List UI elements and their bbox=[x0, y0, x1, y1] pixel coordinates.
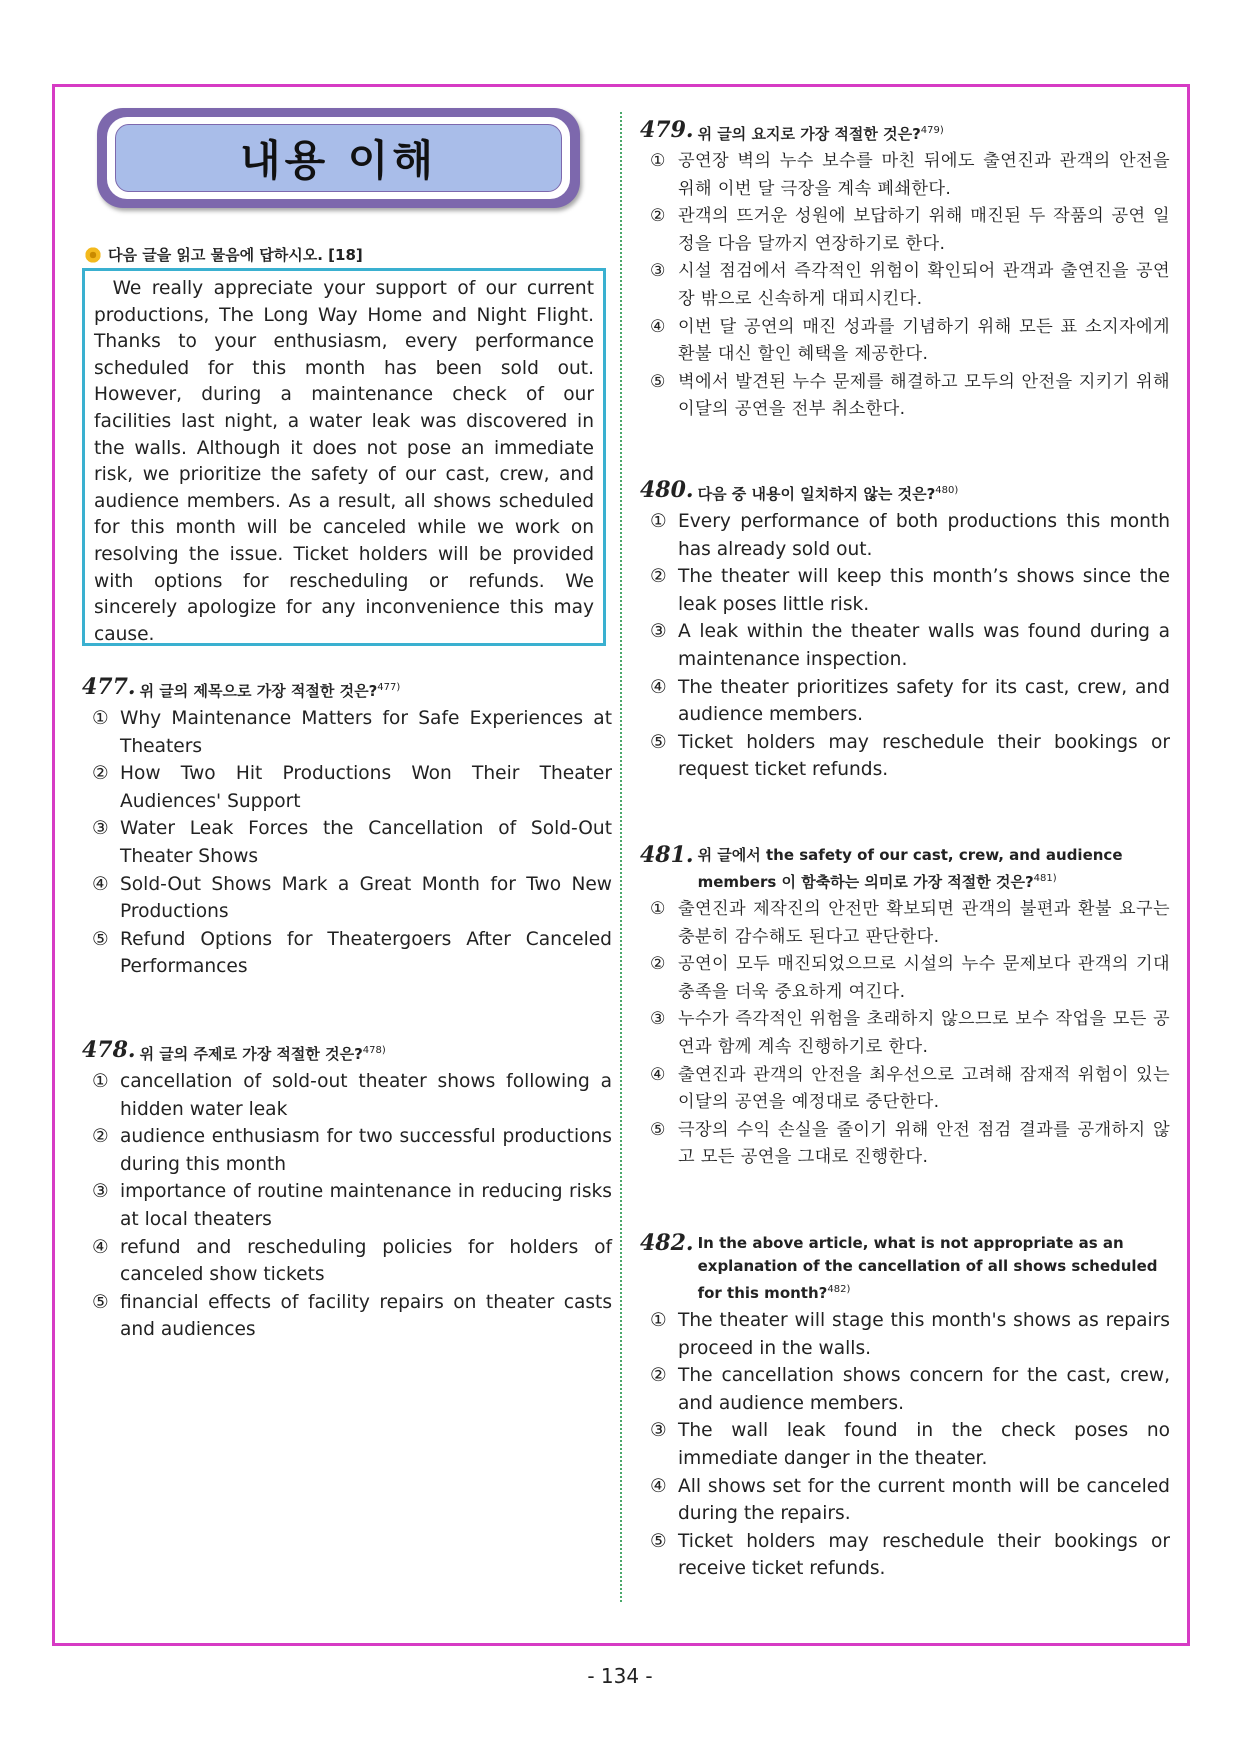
option-marker: ③ bbox=[650, 621, 667, 643]
option-marker: ⑤ bbox=[650, 371, 666, 392]
option-list bbox=[640, 896, 1170, 1172]
page-number: - 134 - bbox=[587, 1664, 653, 1688]
option-marker: ⑤ bbox=[650, 1530, 667, 1552]
flower-icon bbox=[84, 246, 102, 264]
option-marker: ④ bbox=[92, 1236, 109, 1258]
option-text: 이번 달 공연의 매진 성과를 기념하기 위해 모든 표 소지자에게 환불 대신 할인 혜택을 제공한다. bbox=[678, 316, 1170, 365]
option[interactable] bbox=[82, 815, 612, 870]
option-marker: ② bbox=[92, 763, 109, 785]
option-text: 벽에서 발견된 누수 문제를 해결하고 모두의 안전을 지키기 위해 이달의 공연을 전부 취소한다. bbox=[678, 371, 1170, 420]
option-text: refund and rescheduling policies for holders of canceled show tickets bbox=[120, 1236, 612, 1286]
option[interactable] bbox=[640, 258, 1170, 313]
question-ref: 478) bbox=[362, 1045, 386, 1056]
option-text: 시설 점검에서 즉각적인 위험이 확인되어 관객과 출연진을 공연장 밖으로 신속하게 대피시킨다. bbox=[678, 261, 1170, 309]
question-prompt: 다음 중 내용이 일치하지 않는 것은?$^{480)}$ bbox=[697, 485, 959, 503]
option[interactable] bbox=[640, 508, 1170, 563]
option-marker: ⑤ bbox=[650, 731, 667, 753]
option-marker: ⑤ bbox=[650, 1119, 666, 1140]
option-list bbox=[82, 1068, 612, 1344]
passage-text: We really appreciate your support of our current productions, The Long Way Home and Night Flight. Thanks to your enthusiasm, every performance scheduled for this month has been sold out. However, during a maintenance check of our facilities last night, a water leak was discovered in the walls. Although it does not pose an immediate risk, we prioritize the safety of our cast, crew, and audience members. As a result, all shows scheduled for this month will be canceled while we work on resolving the issue. Ticket holders will be provided with options for rescheduling or refunds. We sincerely apologize for any inconvenience this may cause. bbox=[94, 278, 594, 645]
question-number: 481. bbox=[640, 842, 694, 868]
option-text: cancellation of sold-out theater shows following a hidden water leak bbox=[120, 1071, 612, 1120]
option-text: 공연장 벽의 누수 보수를 마친 뒤에도 출연진과 관객의 안전을 위해 이번 달 극장을 계속 폐쇄한다. bbox=[678, 151, 1170, 199]
option-text: 관객의 뜨거운 성원에 보답하기 위해 매진된 두 작품의 공연 일정을 다음 달까지 연장하기로 한다. bbox=[678, 206, 1170, 254]
question-ref: 480) bbox=[935, 485, 959, 496]
option-marker: ⑤ bbox=[92, 928, 109, 950]
option[interactable] bbox=[640, 1062, 1170, 1117]
option-marker: ① bbox=[92, 708, 109, 729]
option-marker: ④ bbox=[650, 1064, 666, 1085]
option[interactable] bbox=[640, 563, 1170, 618]
question-prompt: In the above article, what is not appropriate as an explanation of the cancellation of all shows scheduled for this month?$^{482)}$ bbox=[697, 1234, 1158, 1302]
option-marker: ② bbox=[92, 1126, 109, 1148]
question-477 bbox=[82, 675, 612, 981]
option-text: The theater prioritizes safety for its cast, crew, and audience members. bbox=[678, 676, 1170, 726]
instruction bbox=[84, 244, 363, 265]
question-number: 482. bbox=[640, 1230, 694, 1256]
option[interactable] bbox=[640, 1473, 1170, 1528]
option-text: How Two Hit Productions Won Their Theater Audiences' Support bbox=[120, 763, 612, 812]
option-text: financial effects of facility repairs on theater casts and audiences bbox=[120, 1291, 612, 1341]
option-marker: ① bbox=[650, 151, 666, 171]
option-text: Every performance of both productions this month has already sold out. bbox=[678, 511, 1170, 560]
option[interactable] bbox=[640, 1006, 1170, 1061]
option-list bbox=[82, 705, 612, 981]
option[interactable] bbox=[640, 1362, 1170, 1417]
question-482 bbox=[640, 1231, 1170, 1583]
option[interactable] bbox=[82, 1289, 612, 1344]
option[interactable] bbox=[640, 369, 1170, 424]
option[interactable] bbox=[640, 1307, 1170, 1362]
option-marker: ④ bbox=[650, 316, 666, 337]
question-479 bbox=[640, 118, 1170, 424]
question-prompt: 위 글의 요지로 가장 적절한 것은?$^{479)}$ bbox=[697, 125, 944, 143]
option-marker: ② bbox=[650, 954, 666, 975]
option-text: 극장의 수익 손실을 줄이기 위해 안전 점검 결과를 공개하지 않고 모든 공연을 그대로 진행한다. bbox=[678, 1119, 1170, 1168]
option[interactable] bbox=[82, 871, 612, 926]
question-number: 480. bbox=[640, 477, 694, 503]
option-text: Sold-Out Shows Mark a Great Month for Two New Productions bbox=[120, 873, 612, 923]
option[interactable] bbox=[82, 760, 612, 815]
option-text: 공연이 모두 매진되었으므로 시설의 누수 문제보다 관객의 기대 충족을 더욱 중요하게 여긴다. bbox=[678, 954, 1170, 1002]
option[interactable] bbox=[82, 1123, 612, 1178]
reading-passage bbox=[82, 268, 606, 646]
option-marker: ④ bbox=[650, 676, 667, 698]
option[interactable] bbox=[82, 1068, 612, 1123]
option-text: The wall leak found in the check poses no immediate danger in the theater. bbox=[678, 1420, 1170, 1469]
option-text: The theater will stage this month's shows as repairs proceed in the walls. bbox=[678, 1310, 1170, 1359]
option-text: audience enthusiasm for two successful productions during this month bbox=[120, 1126, 612, 1175]
option[interactable] bbox=[640, 148, 1170, 203]
question-number: 479. bbox=[640, 117, 694, 143]
option-marker: ① bbox=[650, 511, 667, 532]
option-marker: ① bbox=[650, 1310, 667, 1331]
option[interactable] bbox=[82, 926, 612, 981]
question-ref: 477) bbox=[377, 682, 401, 693]
option-marker: ③ bbox=[650, 1420, 667, 1442]
question-prompt: 위 글의 제목으로 가장 적절한 것은?$^{477)}$ bbox=[139, 682, 401, 700]
option-text: Water Leak Forces the Cancellation of Sold-Out Theater Shows bbox=[120, 818, 612, 867]
option-marker: ④ bbox=[650, 1475, 667, 1497]
option-marker: ② bbox=[650, 566, 667, 588]
option[interactable] bbox=[82, 1178, 612, 1233]
option[interactable] bbox=[640, 1117, 1170, 1172]
option-text: 누수가 즉각적인 위험을 초래하지 않으므로 보수 작업을 모든 공연과 함께 계속 진행하기로 한다. bbox=[678, 1009, 1170, 1057]
question-ref: 479) bbox=[920, 125, 944, 136]
option-marker: ⑤ bbox=[92, 1291, 109, 1313]
option-marker: ③ bbox=[92, 1181, 109, 1203]
option-marker: ③ bbox=[650, 1009, 666, 1030]
question-ref: 481) bbox=[1033, 873, 1057, 884]
option-text: Ticket holders may reschedule their bookings or receive ticket refunds. bbox=[678, 1530, 1170, 1580]
option-list bbox=[640, 508, 1170, 784]
question-480 bbox=[640, 478, 1170, 784]
option-marker: ③ bbox=[92, 818, 109, 840]
option-marker: ① bbox=[92, 1071, 109, 1092]
question-number: 478. bbox=[82, 1037, 136, 1063]
option[interactable] bbox=[82, 1234, 612, 1289]
option-text: The theater will keep this month’s shows since the leak poses little risk. bbox=[678, 566, 1170, 615]
option-text: importance of routine maintenance in reducing risks at local theaters bbox=[120, 1181, 612, 1230]
question-prompt: 위 글에서 the safety of our cast, crew, and audience members 이 함축하는 의미로 가장 적절한 것은?$^{481)}$ bbox=[697, 846, 1123, 891]
instruction-text: 다음 글을 읽고 물음에 답하시오. [18] bbox=[108, 246, 363, 264]
option-marker: ② bbox=[650, 206, 666, 227]
section-title-badge bbox=[97, 108, 580, 208]
option-marker: ② bbox=[650, 1365, 667, 1387]
option-marker: ① bbox=[650, 899, 666, 919]
question-prompt: 위 글의 주제로 가장 적절한 것은?$^{478)}$ bbox=[139, 1045, 386, 1063]
option-text: A leak within the theater walls was found during a maintenance inspection. bbox=[678, 621, 1170, 670]
option[interactable] bbox=[640, 951, 1170, 1006]
option-text: The cancellation shows concern for the cast, crew, and audience members. bbox=[678, 1365, 1170, 1414]
option[interactable] bbox=[640, 314, 1170, 369]
question-478 bbox=[82, 1038, 612, 1344]
option[interactable] bbox=[640, 203, 1170, 258]
column-divider bbox=[620, 112, 622, 1602]
question-number: 477. bbox=[82, 674, 136, 700]
option[interactable] bbox=[640, 674, 1170, 729]
question-ref: 482) bbox=[827, 1284, 851, 1295]
option-marker: ③ bbox=[650, 261, 666, 282]
option-text: 출연진과 관객의 안전을 최우선으로 고려해 잠재적 위험이 있는 이달의 공연을 예정대로 중단한다. bbox=[678, 1064, 1170, 1113]
option[interactable] bbox=[640, 896, 1170, 951]
option[interactable] bbox=[640, 729, 1170, 784]
option[interactable] bbox=[640, 618, 1170, 673]
option-text: 출연진과 제작진의 안전만 확보되면 관객의 불편과 환불 요구는 충분히 감수해도 된다고 판단한다. bbox=[678, 899, 1170, 947]
option-text: Ticket holders may reschedule their bookings or request ticket refunds. bbox=[678, 731, 1170, 781]
option-marker: ④ bbox=[92, 873, 109, 895]
option-list bbox=[640, 148, 1170, 424]
option[interactable] bbox=[640, 1417, 1170, 1472]
question-481 bbox=[640, 843, 1170, 1172]
option[interactable] bbox=[82, 705, 612, 760]
option-list bbox=[640, 1307, 1170, 1583]
option-text: All shows set for the current month will be canceled during the repairs. bbox=[678, 1475, 1170, 1525]
option-text: Why Maintenance Matters for Safe Experiences at Theaters bbox=[120, 708, 612, 757]
option[interactable] bbox=[640, 1528, 1170, 1583]
option-text: Refund Options for Theatergoers After Canceled Performances bbox=[120, 928, 612, 978]
section-title: 내용 이해 bbox=[240, 136, 437, 185]
